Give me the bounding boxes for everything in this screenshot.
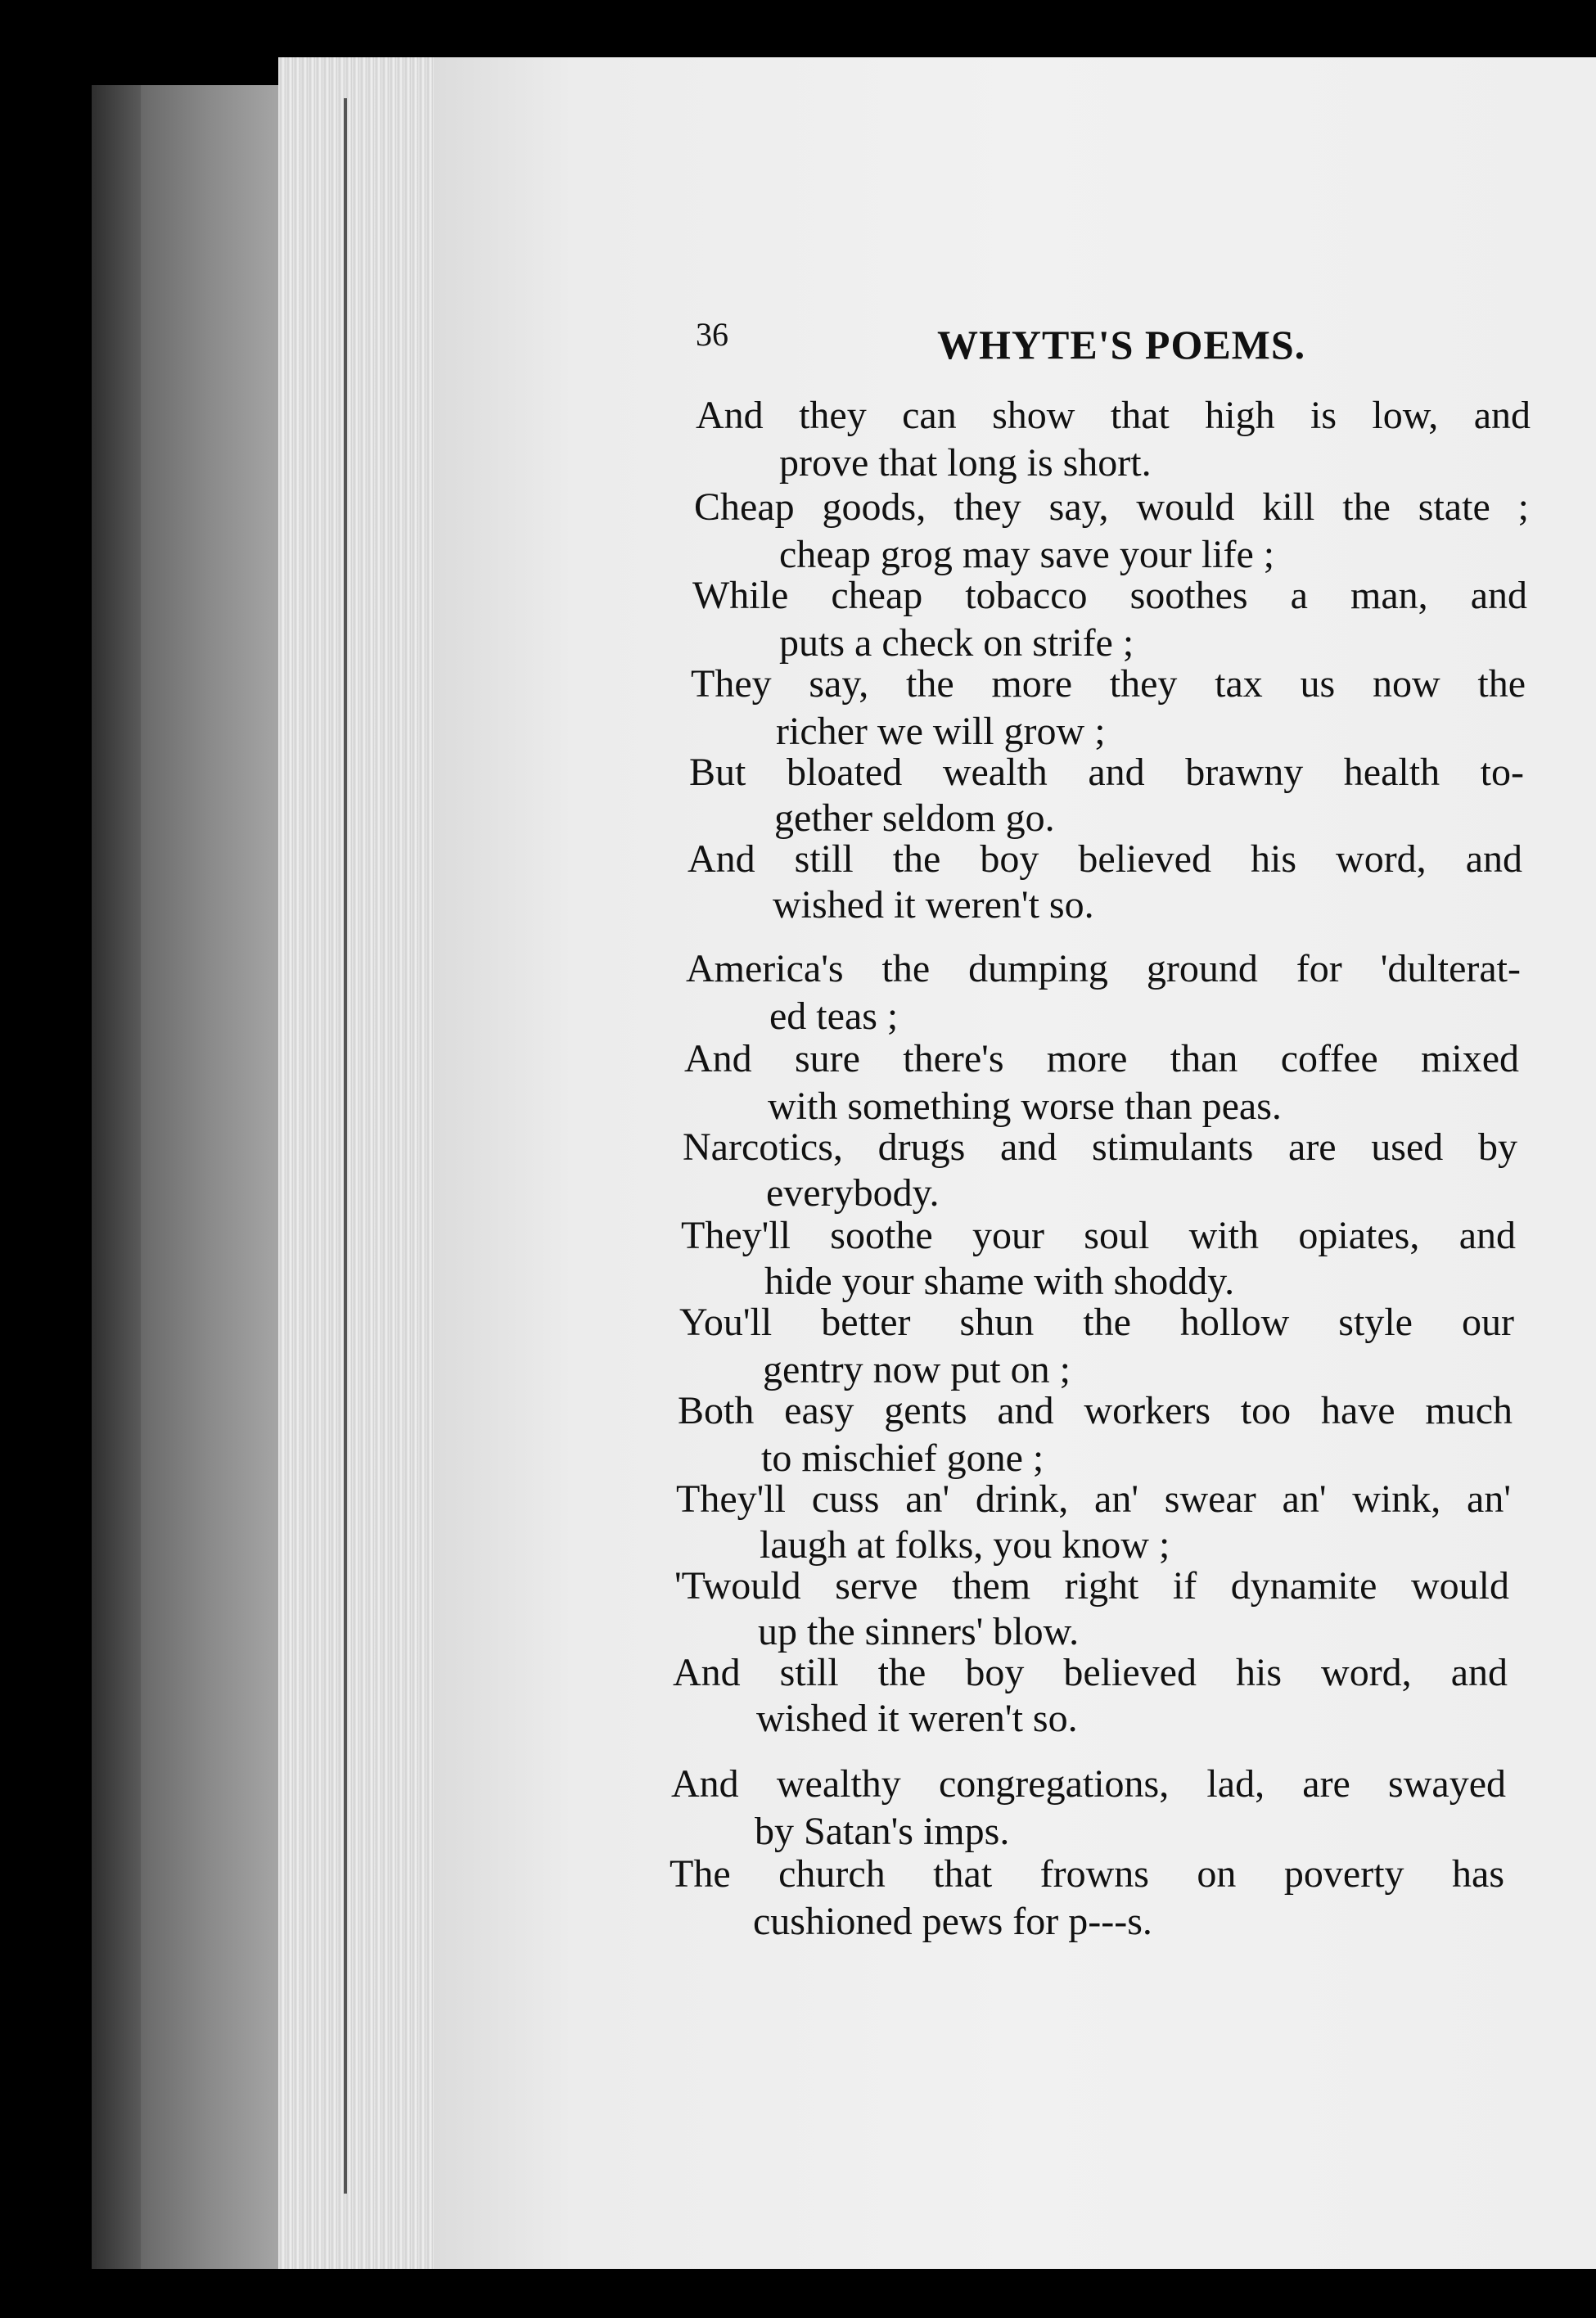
poem-line: hide your shame with shoddy. (764, 1260, 1235, 1303)
poem-line: puts a check on strife ; (779, 621, 1134, 665)
poem-line: with something worse than peas. (768, 1085, 1282, 1128)
poem-line: While cheap tobacco soothes a man, and (692, 574, 1527, 617)
poem-line: cushioned pews for p---s. (753, 1900, 1152, 1943)
page-edge-line (344, 98, 347, 2194)
poem-line: They say, the more they tax us now the (691, 662, 1526, 706)
poem-line: And sure there's more than coffee mixed (684, 1037, 1519, 1080)
page-edges (278, 57, 442, 2269)
poem-line: ed teas ; (769, 994, 899, 1038)
poem-line: wished it weren't so. (756, 1697, 1078, 1740)
poem-line: cheap grog may save your life ; (779, 533, 1275, 576)
poem-line: gether seldom go. (774, 796, 1055, 840)
poem-line: They'll soothe your soul with opiates, and (681, 1214, 1516, 1257)
spine-shadow (92, 85, 141, 2269)
poem-line: richer we will grow ; (776, 710, 1106, 753)
poem-line: They'll cuss an' drink, an' swear an' wink, an' (676, 1477, 1511, 1521)
poem-line: And they can show that high is low, and (696, 394, 1531, 437)
poem-line: 'Twould serve them right if dynamite would (674, 1564, 1509, 1608)
poem-line: And still the boy believed his word, and (688, 837, 1522, 881)
poem-line: Cheap goods, they say, would kill the state ; (694, 485, 1529, 529)
poem-line: laugh at folks, you know ; (760, 1523, 1170, 1567)
poem-line: prove that long is short. (779, 441, 1152, 485)
poem-line: by Satan's imps. (755, 1810, 1010, 1853)
poem-line: gentry now put on ; (763, 1348, 1071, 1391)
poem-line: And still the boy believed his word, and (673, 1651, 1508, 1694)
poem-line: Both easy gents and workers too have much (678, 1389, 1513, 1432)
poem-line: You'll better shun the hollow style our (679, 1301, 1514, 1344)
poem-line: to mischief gone ; (761, 1436, 1044, 1480)
running-head: WHYTE'S POEMS. (937, 322, 1306, 368)
poem-line: up the sinners' blow. (758, 1610, 1080, 1653)
poem-line: America's the dumping ground for 'dulterat- (686, 947, 1521, 990)
poem-line: The church that frowns on poverty has (670, 1852, 1504, 1896)
poem-line: Narcotics, drugs and stimulants are used by (683, 1125, 1517, 1169)
poem-line: wished it weren't so. (773, 883, 1094, 927)
page-number: 36 (696, 316, 728, 353)
poem-line: And wealthy congregations, lad, are swayed (671, 1762, 1506, 1806)
poem-line: But bloated wealth and brawny health to- (689, 751, 1524, 794)
poem-line: everybody. (766, 1171, 940, 1215)
